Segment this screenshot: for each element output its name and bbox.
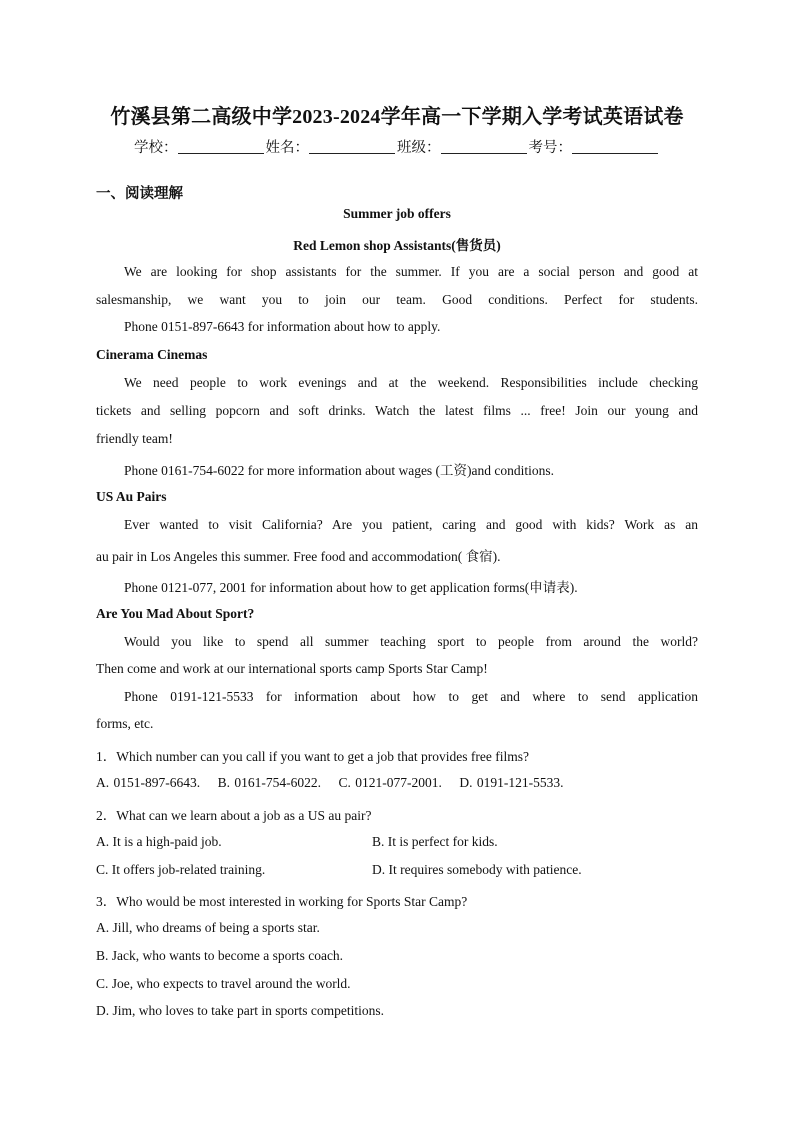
ad2-heading: Cinerama Cinemas [96,347,208,362]
ad4-line-1: Would you like to spend all summer teaching sport to people from around the world? [124,634,698,649]
question-1-option-c[interactable]: C. 0121-077-2001. [338,775,442,790]
question-3-option-b[interactable]: B. Jack, who wants to become a sports coach. [96,948,344,963]
number-label: 考号： [528,140,572,156]
question-2-stem: 2．What can we learn about a job as a US au pair? [96,808,372,823]
question-2-option-b[interactable]: B. It is perfect for kids. [372,834,498,849]
name-blank[interactable] [309,139,395,154]
ad4-line-2: Then come and work at our international sports camp Sports Star Camp! [96,661,488,676]
question-1-option-b[interactable]: B. 0161-754-6022. [217,775,321,790]
question-2-option-c[interactable]: C. It offers job-related training. [96,862,266,877]
school-blank[interactable] [178,139,264,154]
question-2-options-row-2 [96,862,698,878]
ad2-line-2: tickets and selling popcorn and soft drinks. Watch the latest films ... free! Join our young and [96,403,698,418]
class-label: 班级： [397,140,441,156]
ad1-line-1: We are looking for shop assistants for the summer. If you are a social person and good at [124,264,698,279]
exam-title: 竹溪县第二高级中学2023-2024学年高一下学期入学考试英语试卷 [110,106,684,128]
ad3-line-1: Ever wanted to visit California? Are you patient, caring and good with kids? Work as an [124,517,698,532]
class-blank[interactable] [441,139,527,154]
student-info-line [96,136,698,157]
question-2-options-row-1 [96,834,698,850]
ad3-heading: US Au Pairs [96,489,167,504]
question-1-option-d[interactable]: D. 0191-121-5533. [459,775,564,790]
question-1-option-a[interactable]: A. 0151-897-6643. [96,775,201,790]
ad1-heading: Red Lemon shop Assistants(售货员) [293,238,501,253]
ad4-heading: Are You Mad About Sport? [96,606,255,621]
question-3-option-d[interactable]: D. Jim, who loves to take part in sports competitions. [96,1003,384,1018]
question-3-option-a[interactable]: A. Jill, who dreams of being a sports star. [96,920,320,935]
ad4-line-3: Phone 0191-121-5533 for information about how to get and where to send application [124,689,698,704]
ad1-line-3: Phone 0151-897-6643 for information about how to apply. [124,319,441,334]
number-blank[interactable] [572,139,658,154]
question-1-options [96,775,698,791]
name-label: 姓名： [265,140,309,156]
ad2-line-3: friendly team! [96,431,173,446]
question-2-option-d[interactable]: D. It requires somebody with patience. [372,862,582,877]
school-label: 学校： [134,140,178,156]
ad2-line-4: Phone 0161-754-6022 for more information about wages (工资)and conditions. [124,463,555,478]
ad1-line-2: salesmanship, we want you to join our team. Good conditions. Perfect for students. [96,292,698,307]
question-3-stem: 3．Who would be most interested in working for Sports Star Camp? [96,894,468,909]
question-1-stem: 1．Which number can you call if you want to get a job that provides free films? [96,749,529,764]
ad3-line-3: Phone 0121-077, 2001 for information about how to get application forms(申请表). [124,580,578,595]
question-3-option-c[interactable]: C. Joe, who expects to travel around the world. [96,976,351,991]
section-title: 一、阅读理解 [96,186,183,202]
ad2-line-1: We need people to work evenings and at the weekend. Responsibilities include checking [124,375,698,390]
passage-title: Summer job offers [343,206,451,221]
ad3-line-2: au pair in Los Angeles this summer. Free food and accommodation( 食宿). [96,549,501,564]
ad4-line-4: forms, etc. [96,716,154,731]
question-2-option-a[interactable]: A. It is a high-paid job. [96,834,222,849]
